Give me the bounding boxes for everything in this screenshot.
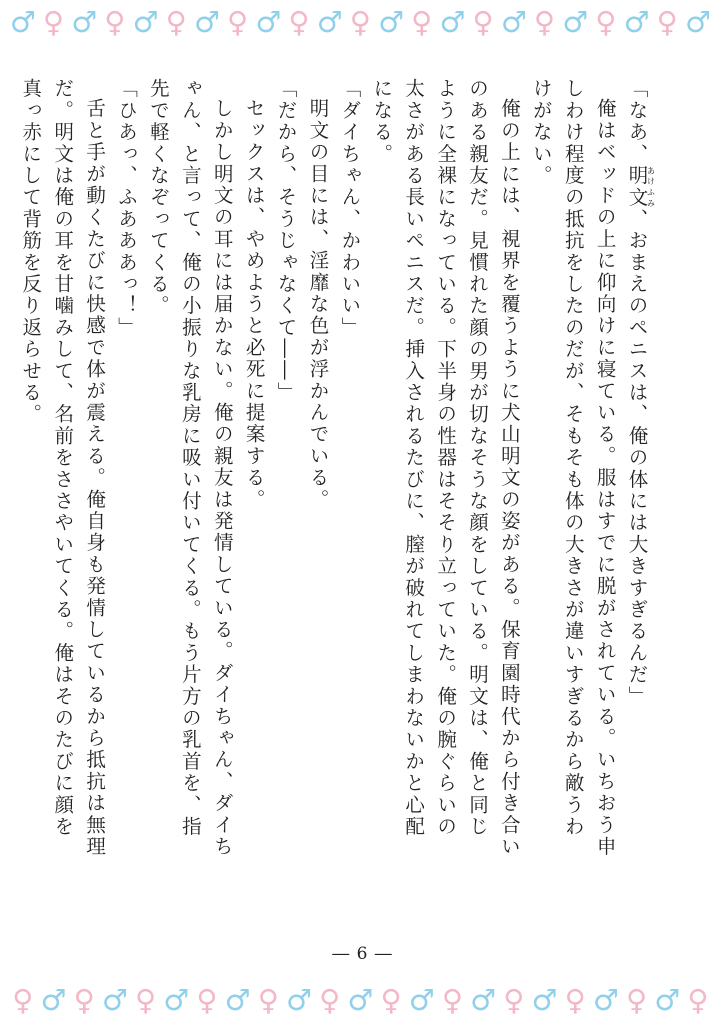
- narration-paragraph: 明文の目には、淫靡な色が浮かんでいる。: [306, 97, 330, 510]
- female-symbol-icon: ♀: [288, 5, 311, 39]
- female-symbol-icon: ♀: [564, 983, 587, 1017]
- dialogue-paragraph: 「ひあっ、ふあああっ！」: [115, 78, 138, 339]
- male-symbol-icon: ♂: [562, 5, 590, 39]
- male-symbol-icon: ♂: [193, 5, 221, 39]
- female-symbol-icon: ♀: [227, 5, 250, 39]
- dialogue-paragraph: 「だから、そうじゃなくて――」: [274, 78, 298, 404]
- narration-paragraph: 俺はベッドの上に仰向けに寝ている。服はすでに脱がされている。いちおう申しわけ程度の抵抗をしたのだが、そもそも体の大きさが違いすぎるから敵うわけがない。: [529, 78, 617, 857]
- female-symbol-icon: ♀: [42, 5, 66, 39]
- male-symbol-icon: ♂: [224, 983, 252, 1017]
- female-symbol-icon: ♀: [472, 5, 495, 39]
- dialogue-paragraph: 「ダイちゃん、かわいい」: [338, 78, 362, 339]
- male-symbol-icon: ♂: [684, 5, 712, 39]
- female-symbol-icon: ♀: [319, 983, 342, 1017]
- male-symbol-icon: ♂: [132, 5, 160, 39]
- narration-paragraph: セックスは、やめようと必死に提案する。: [242, 97, 266, 510]
- bottom-decoration-border: [8, 980, 725, 1020]
- male-symbol-icon: ♂: [408, 983, 436, 1017]
- female-symbol-icon: ♀: [441, 983, 465, 1017]
- male-symbol-icon: ♂: [101, 983, 129, 1017]
- dialogue-paragraph: 「なあ、明文あけふみ、おまえのペニスは、俺の体には大きすぎるんだ」: [625, 78, 656, 708]
- male-symbol-icon: ♂: [654, 983, 682, 1017]
- female-symbol-icon: ♀: [380, 983, 403, 1017]
- female-symbol-icon: ♀: [196, 983, 219, 1017]
- male-symbol-icon: ♂: [316, 5, 344, 39]
- female-symbol-icon: ♀: [503, 983, 526, 1017]
- male-symbol-icon: ♂: [470, 983, 498, 1017]
- male-symbol-icon: ♂: [623, 5, 651, 39]
- male-symbol-icon: ♂: [9, 5, 37, 39]
- male-symbol-icon: ♂: [531, 983, 559, 1017]
- male-symbol-icon: ♂: [71, 5, 99, 39]
- furigana-name: 明文あけふみ: [625, 164, 656, 209]
- male-symbol-icon: ♂: [500, 5, 528, 39]
- female-symbol-icon: ♀: [73, 983, 96, 1017]
- female-symbol-icon: ♀: [257, 983, 280, 1017]
- male-symbol-icon: ♂: [347, 983, 375, 1017]
- male-symbol-icon: ♂: [439, 5, 467, 39]
- female-symbol-icon: ♀: [134, 983, 158, 1017]
- male-symbol-icon: ♂: [378, 5, 406, 39]
- male-symbol-icon: ♂: [255, 5, 283, 39]
- page-number: ― 6 ―: [332, 944, 393, 964]
- female-symbol-icon: ♀: [349, 5, 373, 39]
- female-symbol-icon: ♀: [411, 5, 434, 39]
- male-symbol-icon: ♂: [163, 983, 191, 1017]
- female-symbol-icon: ♀: [625, 983, 649, 1017]
- top-decoration-border: [8, 2, 725, 42]
- female-symbol-icon: ♀: [104, 5, 127, 39]
- female-symbol-icon: ♀: [12, 983, 35, 1017]
- body-text-column: [19, 78, 656, 858]
- narration-paragraph: 舌と手が動くたびに快感で体が震える。俺自身も発情しているから抵抗は無理だ。明文は俺の耳を甘噛みして、名前をささやいてくる。俺はそのたびに顔を真っ赤にして背筋を反り返らせる。: [19, 78, 107, 857]
- narration-paragraph: 俺の上には、視界を覆うように犬山明文の姿がある。保育園時代から付き合いのある親友だ。見慣れた顔の男が切なそうな顔をしている。明文は、俺と同じように全裸になっている。下半身の性器はそそり立っていた。俺の腕ぐらいの太さがある長いペニスだ。挿入されるたびに、膣が破れてしまわないかと心配になる。: [370, 78, 521, 857]
- female-symbol-icon: ♀: [165, 5, 188, 39]
- female-symbol-icon: ♀: [687, 983, 710, 1017]
- narration-paragraph: しかし明文の耳には届かない。俺の親友は発情している。ダイちゃん、ダイちゃん、と言って、俺の小振りな乳房に吸い付いてくる。もう片方の乳首を、指先で軽くなぞってくる。: [146, 78, 234, 857]
- female-symbol-icon: ♀: [533, 5, 557, 39]
- female-symbol-icon: ♀: [656, 5, 679, 39]
- male-symbol-icon: ♂: [40, 983, 68, 1017]
- female-symbol-icon: ♀: [595, 5, 618, 39]
- male-symbol-icon: ♂: [592, 983, 620, 1017]
- male-symbol-icon: ♂: [286, 983, 314, 1017]
